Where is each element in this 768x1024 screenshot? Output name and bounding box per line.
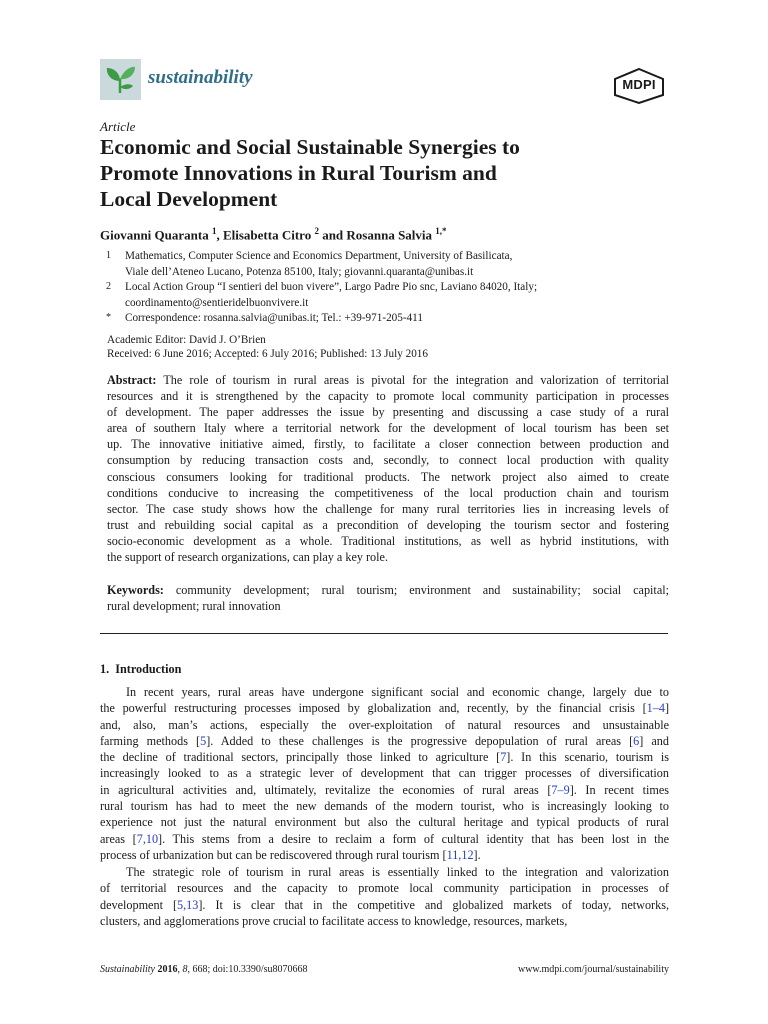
correspondence-mark: * (106, 312, 111, 323)
citation-link[interactable]: 11,12 (446, 847, 474, 862)
abstract-line (107, 372, 669, 388)
author-affiliation-mark: 2 (314, 226, 319, 236)
publisher-logo-text: MDPI (622, 77, 656, 92)
affiliation-line: Mathematics, Computer Science and Economics Department, University of Basilicata, (125, 250, 513, 262)
abstract-line: conditions conducive to increasing the competitiveness of the local production chain and tourism (107, 485, 669, 500)
abstract-line: sector. The case study shows how the challenge for many rural territories lies in increasing levels of (107, 501, 669, 516)
abstract-label: Abstract: (107, 373, 157, 387)
body-paragraph (100, 684, 669, 863)
citation-link[interactable]: 7 (500, 750, 507, 765)
affiliation-line: Local Action Group “I sentieri del buon vivere”, Largo Padre Pio snc, Laviano 84020, Italy; (125, 281, 538, 293)
paragraph-line: experience not just the natural environment but also the cultural heritage and typical products of rural (100, 815, 669, 830)
footer-journal: Sustainability (100, 964, 155, 975)
paragraph-line: in agricultural activities and, ultimately, revitalize the economies of rural areas [7–9]. In recent times (100, 782, 669, 797)
journal-name: sustainability (148, 67, 253, 88)
section-heading (100, 662, 181, 677)
journal-logo (100, 59, 141, 100)
paragraph-line: rural tourism has had to meet the new demands of the modern tourist, who is increasingly looking to (100, 799, 669, 814)
paragraph-line: the powerful restructuring processes imposed by globalization and, recently, by the financial crisis [1–4] (100, 701, 669, 716)
footer-doi: , 668; doi:10.3390/su8070668 (187, 964, 308, 975)
academic-editor: Academic Editor: David J. O’Brien (107, 334, 266, 346)
citation-footer: Sustainability 2016, 8, 668; doi:10.3390/su8070668 (100, 964, 308, 975)
journal-url: www.mdpi.com/journal/sustainability (517, 964, 669, 975)
citation-link[interactable]: 5 (200, 733, 207, 748)
section-title: Introduction (115, 662, 182, 676)
citation-link[interactable]: 1–4 (646, 701, 665, 716)
article-type: Article (100, 119, 136, 134)
author-affiliation-mark: 1 (211, 226, 217, 236)
keywords-line: rural development; rural innovation (107, 599, 281, 614)
affiliation-line: coordinamento@sentieridelbuonvivere.it (125, 296, 309, 309)
paragraph-line: The strategic role of tourism in rural areas is essentially linked to the integration and valorization (126, 865, 669, 879)
paragraph-line: farming methods [5]. Added to these challenges is the progressive depopulation of rural areas [6] and (100, 733, 669, 748)
footer-volume: 8 (182, 964, 188, 975)
affiliation-text (125, 249, 512, 280)
correspondence-text (125, 311, 423, 327)
affiliation-line: Correspondence: rosanna.salvia@unibas.it; Tel.: +39-971-205-411 (125, 312, 423, 324)
title-line: Promote Innovations in Rural Tourism and (100, 161, 497, 185)
abstract-line: up. The innovative initiative aimed, firstly, to facilitate a closer connection between production and (107, 437, 669, 452)
keywords-line (107, 582, 669, 598)
affiliation-text (125, 280, 537, 311)
affiliation-number: 1 (106, 250, 111, 261)
abstract-line: socio-economic development as a whole. Traditional institutions, as well as hybrid institutions, with (107, 533, 669, 548)
publisher-logo (611, 67, 667, 105)
abstract-text: The role of tourism in rural areas is pivotal for the integration and valorization of territorial (156, 373, 669, 387)
paragraph-line: areas [7,10]. This stems from a desire to reclaim a form of cultural identity that has been lost in the (100, 831, 670, 846)
paragraph-line: increasingly looked to as a strategic lever of development that can trigger processes of diversification (100, 766, 669, 781)
author-name: Rosanna Salvia (346, 227, 433, 243)
abstract-line: resources and it is strengthened by the capacity to promote local community participation in processes (107, 389, 669, 404)
abstract-line: the support of research organizations, can play a key role. (107, 550, 388, 565)
paragraph-line: development [5,13]. It is clear that in the competitive and globalized markets of today, networks, (100, 897, 669, 912)
abstract-line: of development. The paper addresses the issue by presenting and discussing a case study of a rural (107, 405, 669, 420)
title-line: Local Development (100, 187, 278, 211)
affiliation-number: 2 (106, 281, 111, 292)
keywords-text: community development; rural tourism; environment and sustainability; social capital; (163, 583, 669, 597)
paragraph-line: of territorial resources and the capacity to promote local community participation in processes of (100, 881, 669, 896)
abstract-line: consumption by reducing transaction costs and, secondly, to connect local production with quality (107, 453, 669, 468)
footer-year: 2016 (157, 964, 178, 975)
author-separator: and (318, 227, 347, 243)
citation-link[interactable]: 7–9 (551, 782, 570, 797)
abstract-line: conscious consumers looking for traditional products. The network project also aimed to create (107, 469, 669, 484)
citation-link[interactable]: 6 (633, 733, 640, 748)
citation-link[interactable]: 7,10 (136, 831, 159, 846)
keywords-label: Keywords: (107, 583, 164, 597)
author-name: Giovanni Quaranta (100, 227, 209, 243)
article-title (100, 134, 660, 212)
keywords (107, 582, 669, 614)
author-name: Elisabetta Citro (222, 227, 312, 243)
title-line: Economic and Social Sustainable Synergies to (100, 135, 520, 159)
paragraph-line: the decline of traditional sectors, principally those linked to agriculture [7]. In this scenario, tourism is (100, 750, 669, 765)
body-paragraph (100, 864, 669, 929)
paragraph-line: process of urbanization but can be rediscovered through rural tourism [11,12]. (100, 847, 481, 862)
author-affiliation-mark: 1,* (435, 226, 447, 236)
paragraph-line: In recent years, rural areas have undergone significant social and economic change, largely due to (126, 685, 669, 699)
paragraph-line: and, also, man’s actions, especially the over-exploitation of natural resources and unsustainable (100, 717, 669, 732)
affiliation-line: Viale dell’Ateneo Lucano, Potenza 85100, Italy; giovanni.quaranta@unibas.it (125, 265, 474, 278)
citation-link[interactable]: 5,13 (177, 897, 199, 912)
author-separator: , (216, 227, 223, 243)
author-list (100, 226, 447, 243)
abstract-line: area of southern Italy where a territorial network for the development of local tourism has been set (107, 421, 669, 436)
section-number: 1. (100, 662, 110, 676)
sprout-icon (100, 59, 141, 100)
abstract (107, 372, 669, 565)
section-divider (100, 633, 668, 634)
abstract-line: trust and rebuilding social capital as a precondition of developing the tourism sector and fostering (107, 517, 669, 532)
publication-dates: Received: 6 June 2016; Accepted: 6 July 2016; Published: 13 July 2016 (107, 348, 428, 360)
paragraph-line: clusters, and agglomerations prove crucial to facilitate access to knowledge, resources, markets, (100, 913, 568, 928)
